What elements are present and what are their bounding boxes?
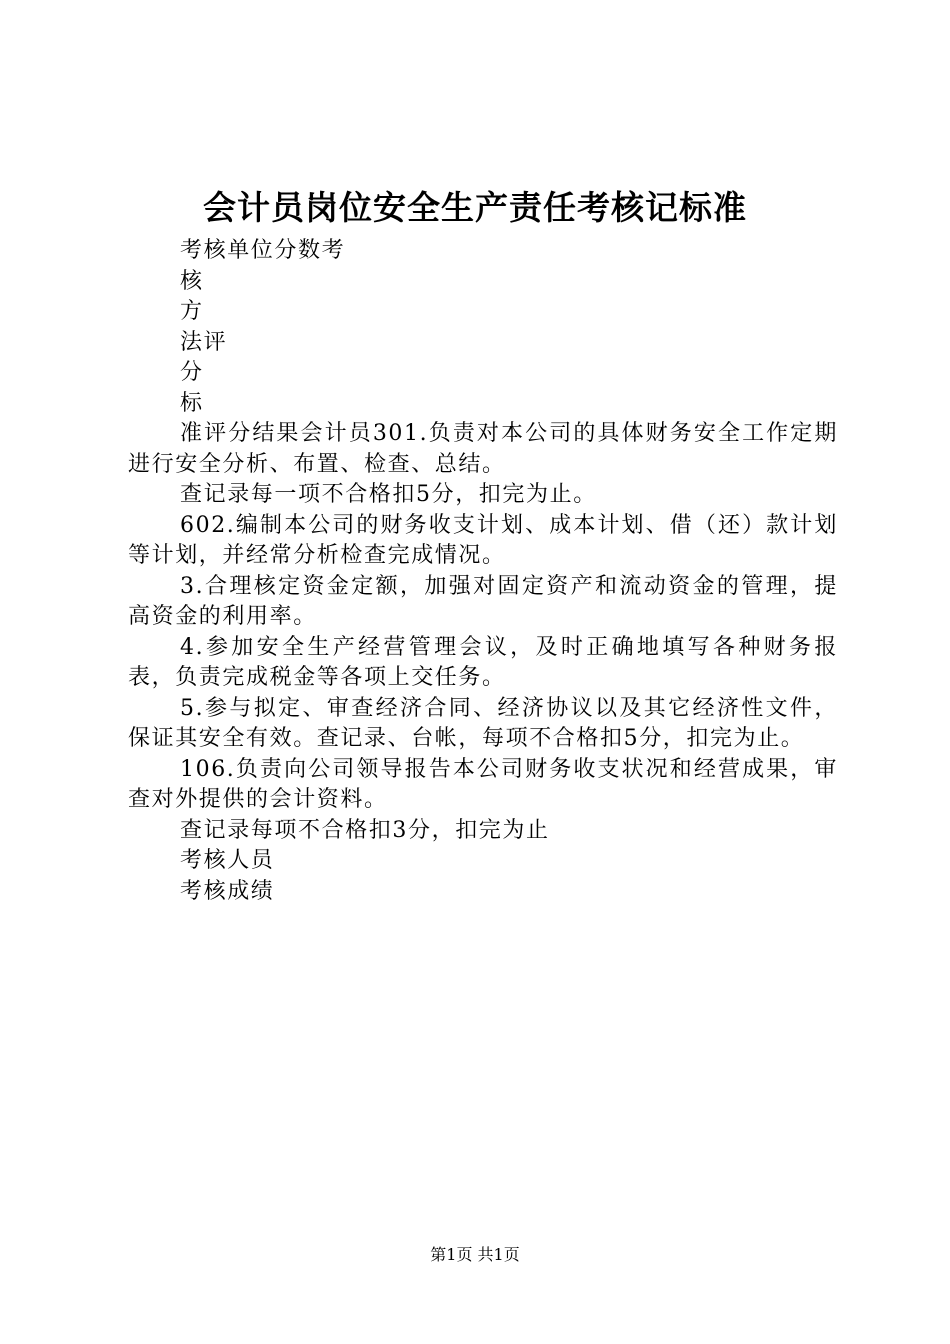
paragraph: 分 <box>180 360 204 385</box>
page-footer: 第1页 共1页 <box>430 1245 520 1264</box>
paragraph: 考核单位分数考 <box>180 238 346 263</box>
paragraph: 106.负责向公司领导报告本公司财务收支状况和经营成果，审查对外提供的会计资料。 <box>128 756 838 812</box>
paragraph: 考核人员 <box>180 848 275 873</box>
document-body <box>128 236 838 907</box>
paragraph: 法评 <box>180 329 228 355</box>
paragraph: 5.参与拟定、审查经济合同、经济协议以及其它经济性文件，保证其安全有效。查记录、台帐，每项不合格扣5分，扣完为止。 <box>128 695 838 751</box>
paragraph: 查记录每一项不合格扣5分，扣完为止。 <box>180 482 597 507</box>
paragraph: 标 <box>180 390 204 416</box>
paragraph: 考核成绩 <box>180 878 275 904</box>
paragraph: 602.编制本公司的财务收支计划、成本计划、借（还）款计划等计划，并经常分析检查完成情况。 <box>128 512 838 568</box>
paragraph: 核 <box>180 268 204 294</box>
document-title: 会计员岗位安全生产责任考核记标准 <box>203 188 747 227</box>
paragraph: 准评分结果会计员301.负责对本公司的具体财务安全工作定期进行安全分析、布置、检查、总结。 <box>128 421 838 477</box>
paragraph: 3.合理核定资金定额，加强对固定资产和流动资金的管理，提高资金的利用率。 <box>128 573 838 629</box>
paragraph: 查记录每项不合格扣3分，扣完为止 <box>180 817 550 843</box>
paragraph: 方 <box>180 299 204 324</box>
paragraph: 4.参加安全生产经营管理会议，及时正确地填写各种财务报表，负责完成税金等各项上交任务。 <box>128 634 838 690</box>
